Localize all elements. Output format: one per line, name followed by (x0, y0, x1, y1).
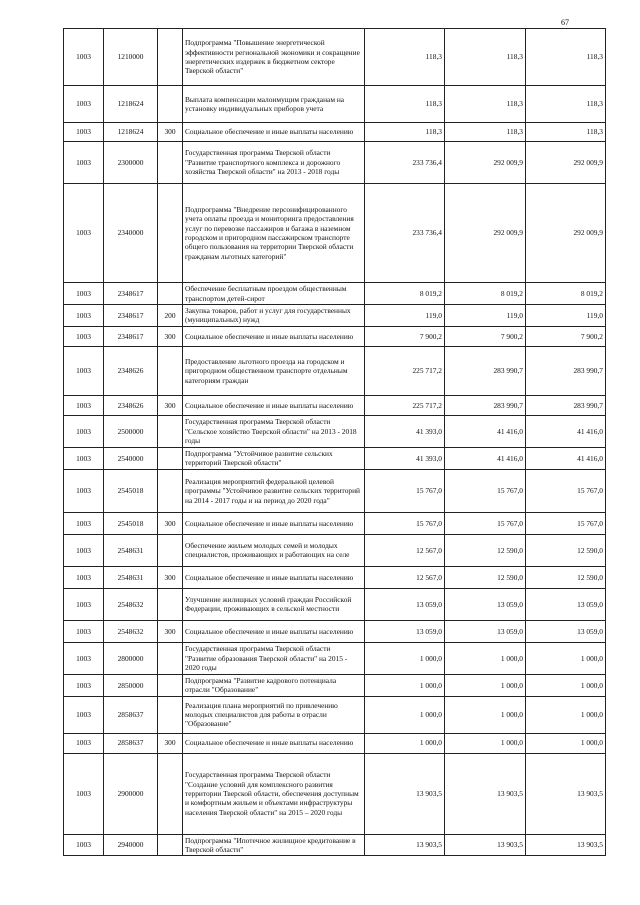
amount-2016-cell: 118,3 (365, 123, 445, 142)
table-row (64, 733, 606, 753)
table-row (64, 834, 606, 856)
amount-2017-cell: 1 000,0 (445, 642, 526, 674)
table-row (64, 346, 606, 395)
table-row (64, 512, 606, 534)
section-cell: 1003 (64, 566, 104, 588)
section-cell: 1003 (64, 142, 104, 184)
table-row (64, 29, 606, 86)
target-code-cell: 1218624 (104, 86, 158, 123)
amount-2017-cell: 12 590,0 (445, 566, 526, 588)
amount-2018-cell: 118,3 (526, 29, 606, 86)
section-cell: 1003 (64, 733, 104, 753)
expense-type-cell (158, 534, 183, 566)
target-code-cell: 2348617 (104, 283, 158, 305)
amount-2018-cell: 119,0 (526, 305, 606, 327)
amount-2017-cell: 118,3 (445, 29, 526, 86)
expense-type-cell: 300 (158, 512, 183, 534)
amount-2016-cell: 1 000,0 (365, 642, 445, 674)
amount-2016-cell: 41 393,0 (365, 415, 445, 447)
expense-type-cell (158, 588, 183, 620)
table-row (64, 696, 606, 733)
amount-2016-cell: 225 717,2 (365, 346, 445, 395)
amount-2018-cell: 8 019,2 (526, 283, 606, 305)
item-name-cell: Подпрограмма "Устойчивое развитие сельских территорий Тверской области" (183, 447, 365, 469)
amount-2017-cell: 12 590,0 (445, 534, 526, 566)
section-cell: 1003 (64, 534, 104, 566)
item-name-cell: Подпрограмма "Развитие кадрового потенциала отрасли "Образование" (183, 674, 365, 696)
target-code-cell: 2500000 (104, 415, 158, 447)
amount-2018-cell: 13 059,0 (526, 588, 606, 620)
table-row (64, 415, 606, 447)
table-row (64, 123, 606, 142)
item-name-cell: Выплата компенсации малоимущим гражданам на установку индивидуальных приборов учета (183, 86, 365, 123)
table-row (64, 620, 606, 642)
amount-2017-cell: 283 990,7 (445, 395, 526, 415)
item-name-cell: Обеспечение бесплатным проездом общественным транспортом детей-сирот (183, 283, 365, 305)
target-code-cell: 2545018 (104, 512, 158, 534)
target-code-cell: 2545018 (104, 469, 158, 512)
section-cell: 1003 (64, 588, 104, 620)
expense-type-cell (158, 86, 183, 123)
amount-2018-cell: 118,3 (526, 123, 606, 142)
amount-2016-cell: 8 019,2 (365, 283, 445, 305)
item-name-cell: Социальное обеспечение и иные выплаты населению (183, 620, 365, 642)
amount-2018-cell: 12 590,0 (526, 534, 606, 566)
amount-2017-cell: 1 000,0 (445, 674, 526, 696)
item-name-cell: Социальное обеспечение и иные выплаты населению (183, 512, 365, 534)
section-cell: 1003 (64, 86, 104, 123)
amount-2017-cell: 41 416,0 (445, 447, 526, 469)
item-name-cell: Социальное обеспечение и иные выплаты населению (183, 123, 365, 142)
expense-type-cell (158, 29, 183, 86)
amount-2016-cell: 233 736,4 (365, 184, 445, 283)
section-cell: 1003 (64, 753, 104, 834)
target-code-cell: 2800000 (104, 642, 158, 674)
target-code-cell: 2340000 (104, 184, 158, 283)
target-code-cell: 2858637 (104, 733, 158, 753)
section-cell: 1003 (64, 283, 104, 305)
amount-2018-cell: 41 416,0 (526, 447, 606, 469)
section-cell: 1003 (64, 326, 104, 346)
item-name-cell: Закупка товаров, работ и услуг для государственных (муниципальных) нужд (183, 305, 365, 327)
amount-2016-cell: 118,3 (365, 86, 445, 123)
amount-2016-cell: 13 903,5 (365, 753, 445, 834)
table-row (64, 674, 606, 696)
amount-2018-cell: 1 000,0 (526, 674, 606, 696)
amount-2018-cell: 12 590,0 (526, 566, 606, 588)
expense-type-cell: 300 (158, 620, 183, 642)
table-row (64, 142, 606, 184)
amount-2016-cell: 15 767,0 (365, 469, 445, 512)
expense-type-cell (158, 469, 183, 512)
section-cell: 1003 (64, 620, 104, 642)
target-code-cell: 2900000 (104, 753, 158, 834)
amount-2016-cell: 41 393,0 (365, 447, 445, 469)
item-name-cell: Социальное обеспечение и иные выплаты населению (183, 566, 365, 588)
section-cell: 1003 (64, 346, 104, 395)
amount-2018-cell: 13 903,5 (526, 753, 606, 834)
amount-2017-cell: 15 767,0 (445, 469, 526, 512)
amount-2018-cell: 41 416,0 (526, 415, 606, 447)
amount-2016-cell: 118,3 (365, 29, 445, 86)
item-name-cell: Государственная программа Тверской области "Развитие образования Тверской области" на 2015 - 2020 годы (183, 642, 365, 674)
amount-2016-cell: 1 000,0 (365, 696, 445, 733)
amount-2017-cell: 119,0 (445, 305, 526, 327)
target-code-cell: 2548631 (104, 534, 158, 566)
section-cell: 1003 (64, 642, 104, 674)
table-row (64, 469, 606, 512)
section-cell: 1003 (64, 674, 104, 696)
amount-2018-cell: 15 767,0 (526, 512, 606, 534)
amount-2017-cell: 1 000,0 (445, 733, 526, 753)
table-row (64, 86, 606, 123)
expense-type-cell (158, 696, 183, 733)
target-code-cell: 2548632 (104, 620, 158, 642)
target-code-cell: 2548631 (104, 566, 158, 588)
amount-2017-cell: 292 009,9 (445, 142, 526, 184)
item-name-cell: Государственная программа Тверской области "Создание условий для комплексного развития территории Тверской области, обеспечения доступным и комфортным жильем и объектами инфраструктуры населения Тверской области" на 2015 – 2020 годы (183, 753, 365, 834)
amount-2018-cell: 283 990,7 (526, 395, 606, 415)
item-name-cell: Подпрограмма "Повышение энергетической эффективности региональной экономики и сокращение энергетических издержек в бюджетном секторе Тверской области" (183, 29, 365, 86)
section-cell: 1003 (64, 395, 104, 415)
target-code-cell: 2348617 (104, 326, 158, 346)
expense-type-cell: 300 (158, 566, 183, 588)
item-name-cell: Социальное обеспечение и иные выплаты населению (183, 733, 365, 753)
table-row (64, 566, 606, 588)
expense-type-cell (158, 642, 183, 674)
table-row (64, 395, 606, 415)
table-row (64, 447, 606, 469)
amount-2016-cell: 15 767,0 (365, 512, 445, 534)
amount-2017-cell: 292 009,9 (445, 184, 526, 283)
expense-type-cell: 200 (158, 305, 183, 327)
amount-2016-cell: 119,0 (365, 305, 445, 327)
item-name-cell: Предоставление льготного проезда на городском и пригородном общественном транспорте отдельным категориям граждан (183, 346, 365, 395)
amount-2018-cell: 118,3 (526, 86, 606, 123)
expense-type-cell: 300 (158, 123, 183, 142)
item-name-cell: Социальное обеспечение и иные выплаты населению (183, 326, 365, 346)
expense-type-cell (158, 184, 183, 283)
amount-2016-cell: 7 900,2 (365, 326, 445, 346)
section-cell: 1003 (64, 447, 104, 469)
item-name-cell: Обеспечение жильем молодых семей и молодых специалистов, проживающих и работающих на селе (183, 534, 365, 566)
expense-type-cell (158, 753, 183, 834)
target-code-cell: 2850000 (104, 674, 158, 696)
expense-type-cell: 300 (158, 395, 183, 415)
section-cell: 1003 (64, 512, 104, 534)
amount-2018-cell: 13 903,5 (526, 834, 606, 856)
amount-2016-cell: 13 059,0 (365, 588, 445, 620)
section-cell: 1003 (64, 415, 104, 447)
item-name-cell: Государственная программа Тверской области "Развитие транспортного комплекса и дорожного хозяйства Тверской области" на 2013 - 2018 годы (183, 142, 365, 184)
section-cell: 1003 (64, 834, 104, 856)
amount-2016-cell: 233 736,4 (365, 142, 445, 184)
table-row (64, 642, 606, 674)
expense-type-cell (158, 834, 183, 856)
amount-2018-cell: 292 009,9 (526, 142, 606, 184)
item-name-cell: Реализация плана мероприятий по привлечению молодых специалистов для работы в отрасли "Образование" (183, 696, 365, 733)
target-code-cell: 2348617 (104, 305, 158, 327)
expense-type-cell (158, 415, 183, 447)
budget-table (63, 28, 606, 856)
section-cell: 1003 (64, 469, 104, 512)
table-body (64, 29, 606, 856)
target-code-cell: 2348626 (104, 346, 158, 395)
target-code-cell: 2858637 (104, 696, 158, 733)
expense-type-cell: 300 (158, 733, 183, 753)
target-code-cell: 2540000 (104, 447, 158, 469)
section-cell: 1003 (64, 305, 104, 327)
item-name-cell: Социальное обеспечение и иные выплаты населению (183, 395, 365, 415)
page-number: 67 (561, 18, 569, 27)
target-code-cell: 2300000 (104, 142, 158, 184)
amount-2018-cell: 1 000,0 (526, 733, 606, 753)
amount-2017-cell: 283 990,7 (445, 346, 526, 395)
section-cell: 1003 (64, 29, 104, 86)
item-name-cell: Подпрограмма "Внедрение персонифицированного учета оплаты проезда и мониторинга предоставления услуг по перевозке пассажиров и багажа в наземном городском и пригородном пассажирском транспорте общего пользования на территории Тверской области гражданам льготных категорий" (183, 184, 365, 283)
item-name-cell: Реализация мероприятий федеральной целевой программы "Устойчивое развитие сельских территорий на 2014 - 2017 годы и на период до 2020 года" (183, 469, 365, 512)
amount-2018-cell: 1 000,0 (526, 696, 606, 733)
amount-2016-cell: 225 717,2 (365, 395, 445, 415)
amount-2018-cell: 13 059,0 (526, 620, 606, 642)
table-row (64, 326, 606, 346)
amount-2018-cell: 7 900,2 (526, 326, 606, 346)
expense-type-cell (158, 142, 183, 184)
amount-2018-cell: 283 990,7 (526, 346, 606, 395)
amount-2016-cell: 1 000,0 (365, 674, 445, 696)
table-row (64, 305, 606, 327)
target-code-cell: 2548632 (104, 588, 158, 620)
amount-2017-cell: 13 059,0 (445, 588, 526, 620)
table-row (64, 534, 606, 566)
amount-2016-cell: 13 059,0 (365, 620, 445, 642)
amount-2017-cell: 15 767,0 (445, 512, 526, 534)
item-name-cell: Улучшение жилищных условий граждан Российской Федерации, проживающих в сельской местности (183, 588, 365, 620)
expense-type-cell: 300 (158, 326, 183, 346)
amount-2018-cell: 292 009,9 (526, 184, 606, 283)
amount-2017-cell: 13 903,5 (445, 834, 526, 856)
expense-type-cell (158, 447, 183, 469)
target-code-cell: 2348626 (104, 395, 158, 415)
expense-type-cell (158, 674, 183, 696)
table-row (64, 588, 606, 620)
target-code-cell: 1210000 (104, 29, 158, 86)
expense-type-cell (158, 346, 183, 395)
target-code-cell: 2940000 (104, 834, 158, 856)
amount-2017-cell: 13 903,5 (445, 753, 526, 834)
amount-2017-cell: 8 019,2 (445, 283, 526, 305)
section-cell: 1003 (64, 184, 104, 283)
expense-type-cell (158, 283, 183, 305)
amount-2018-cell: 15 767,0 (526, 469, 606, 512)
amount-2017-cell: 7 900,2 (445, 326, 526, 346)
amount-2016-cell: 12 567,0 (365, 566, 445, 588)
table-row (64, 753, 606, 834)
amount-2017-cell: 13 059,0 (445, 620, 526, 642)
amount-2016-cell: 12 567,0 (365, 534, 445, 566)
item-name-cell: Подпрограмма "Ипотечное жилищное кредитование в Тверской области" (183, 834, 365, 856)
table-row (64, 184, 606, 283)
section-cell: 1003 (64, 696, 104, 733)
amount-2017-cell: 41 416,0 (445, 415, 526, 447)
amount-2016-cell: 13 903,5 (365, 834, 445, 856)
table-row (64, 283, 606, 305)
amount-2018-cell: 1 000,0 (526, 642, 606, 674)
amount-2017-cell: 118,3 (445, 86, 526, 123)
amount-2017-cell: 118,3 (445, 123, 526, 142)
amount-2017-cell: 1 000,0 (445, 696, 526, 733)
item-name-cell: Государственная программа Тверской области "Сельское хозяйство Тверской области" на 2013 - 2018 годы (183, 415, 365, 447)
section-cell: 1003 (64, 123, 104, 142)
amount-2016-cell: 1 000,0 (365, 733, 445, 753)
target-code-cell: 1218624 (104, 123, 158, 142)
